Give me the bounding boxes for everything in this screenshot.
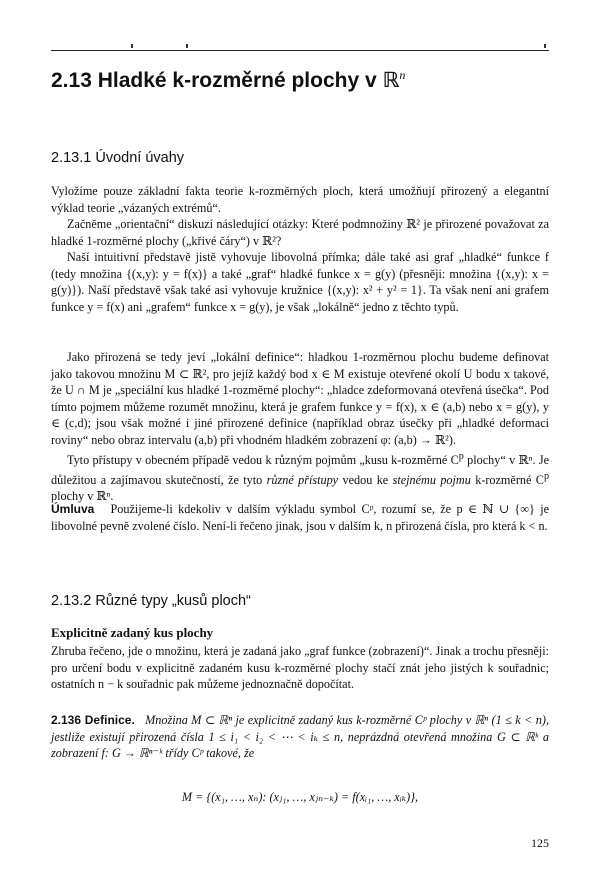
paragraph-intuition: Naší intuitivní představě jistě vyhovuje libovolná přímka; dále také asi graf „hladké“ funkce f (tedy množina {(x,y): y = f(x)} a také „graf“ hladké funkce x = g(y) (přesněji: množina {(x,y): x = g(y)}). Naší představě však také asi vyhovuje kružnice {(x,y): x² + y² = 1}. Ta však není ani grafem funkce y = f(x) ani „grafem“ funkce x = g(y), je však „lokálně“ jedno z těchto typů. [51,250,549,314]
header-mark [186,44,188,48]
page-number: 125 [531,836,549,850]
header-mark [131,44,133,48]
paragraph-heading: Explicitně zadaný kus plochy [51,625,214,640]
subsection-heading-1: 2.13.1 Úvodní úvahy [51,150,185,166]
subsection-heading-2: 2.13.2 Různé typy „kusů ploch“ [51,593,251,609]
section-title: 2.13 Hladké k-rozměrné plochy v ℝ$^n$ [51,68,406,92]
paragraph-orientation: Začněme „orientační“ diskuzí následující otázky: Které podmnožiny ℝ² je přirozené považovat za hladké 1-rozměrné plochy („křivé čáry“) v ℝ²? [51,217,549,248]
convention-paragraph: Úmluva Použijeme-li kdekoliv v dalším výkladu symbol Cᵖ, rozumí se, že p ∈ ℕ ∪ {∞} je libovolné pevně zvolené číslo. Není-li řečeno jinak, jsou v dalším k, n přirozená čísla, pro která k < n. [51,502,549,533]
paragraph-explicit: Zhruba řečeno, jde o množinu, která je zadaná jako „graf funkce (zobrazení)“. Jinak a trochu přesněji: pro určení bodu v explicitně zadaném kusu k-rozměrné plochy stačí znát jeho jistých k souřadnic; ostatních n − k souřadnic pak můžeme jednoznačně dopočítat. [51,644,549,692]
paragraph-intro: Vyložíme pouze základní fakta teorie k-rozměrných ploch, která umožňují přirozený a elegantní výklad teorie „vázaných extrémů“. [51,184,549,215]
definition-2-136: 2.136 Definice. Množina M ⊂ ℝⁿ je explicitně zadaný kus k-rozměrné Cᵖ plochy v ℝⁿ (1 ≤ k < n), jestliže existují přirozená čísla 1 ≤ i₁ < i₂ < ⋯ < iₖ ≤ n, neprázdná otevřená množina G ⊂ ℝᵏ a zobrazení f: G → ℝⁿ⁻ᵏ třídy Cᵖ takové, že [51,713,549,761]
paper-page [51,0,549,893]
definition-equation: M = {(x₁, …, xₙ): (xⱼ₁, …, xⱼₙ₋ₖ) = f(xᵢ₁, …, xᵢₖ)}, [181,790,419,804]
header-rule [51,50,549,51]
paragraph-approaches: Tyto přístupy v obecném případě vedou k různým pojmům „kusu k-rozměrné $C^p$ plochy“ v ℝⁿ. Je důležitou a zajímavou skutečností, že tyto různé přístupy vedou ke stejnému pojmu k-rozměrné $C^p$ plochy v ℝⁿ. [51,451,550,504]
header-mark [544,44,546,48]
paragraph-local-definition: Jako přirozená se tedy jeví „lokální definice“: hladkou 1-rozměrnou plochu budeme definovat jako takovou množinu M ⊂ ℝ², pro jejíž každý bod x ∈ M existuje otevřené okolí U bodu x takové, že U ∩ M je „speciální kus hladké 1-rozměrné plochy“: „hladce zdeformovaná otevřená úsečka“. Pod tímto pojmem můžeme rozumět množinu, která je grafem funkce y = f(x), x ∈ (a,b) nebo x = g(y), y ∈ (c,d); jsou však možné i jiné přirozené definice (například obraz úsečky při „hladké deformaci roviny“ nebo obraz intervalu (a,b) při vhodném hladkém zobrazení φ: (a,b) → ℝ²). [51,350,549,447]
